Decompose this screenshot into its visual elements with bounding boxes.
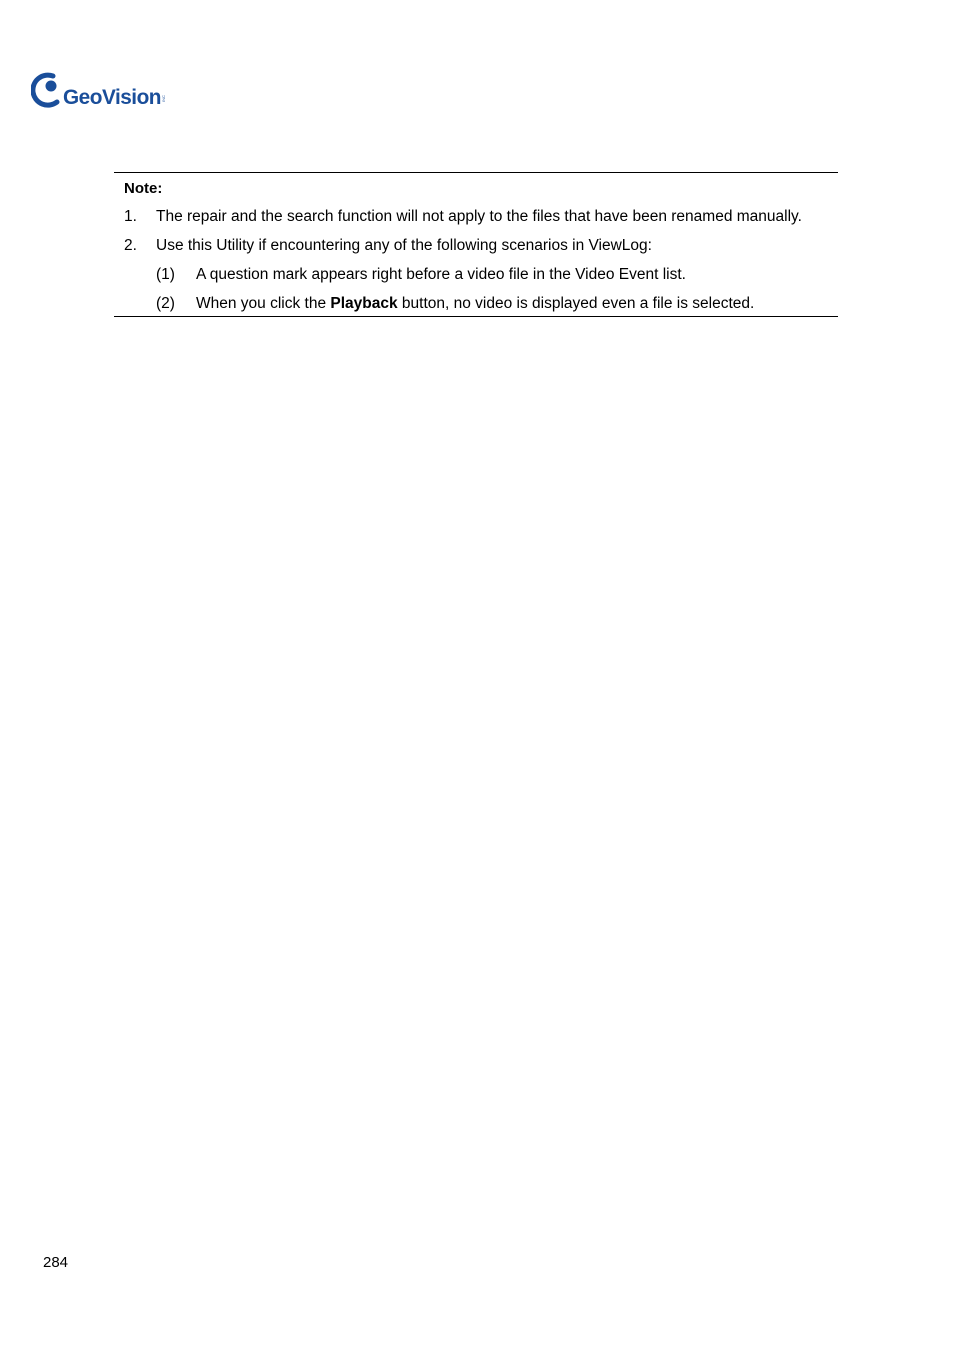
note-item-number: 2. [124, 237, 137, 254]
text-after: button, no video is displayed even a file is selected. [397, 295, 755, 312]
logo-dot [46, 81, 57, 92]
note-box [114, 172, 838, 317]
geovision-logo [31, 72, 171, 110]
note-item-text: Use this Utility if encountering any of the following scenarios in ViewLog: [156, 237, 652, 254]
note-item-number: 1. [124, 208, 137, 225]
text-before: When you click the [196, 295, 331, 312]
note-item-text: The repair and the search function will not apply to the files that have been renamed manually. [156, 208, 802, 225]
page-number: 284 [43, 1254, 69, 1271]
note-title: Note: [124, 180, 163, 197]
note-subitem-text: A question mark appears right before a video file in the Video Event list. [196, 266, 686, 283]
note-subitem-text [196, 295, 754, 313]
logo-mark: INC [161, 95, 166, 102]
note-subitem-number: (1) [156, 266, 175, 283]
geovision-logo-graphic [31, 72, 171, 110]
playback-bold-label: Playback [330, 295, 398, 312]
note-subitem-number: (2) [156, 295, 175, 312]
logo-wordmark: GeoVision [63, 86, 161, 109]
